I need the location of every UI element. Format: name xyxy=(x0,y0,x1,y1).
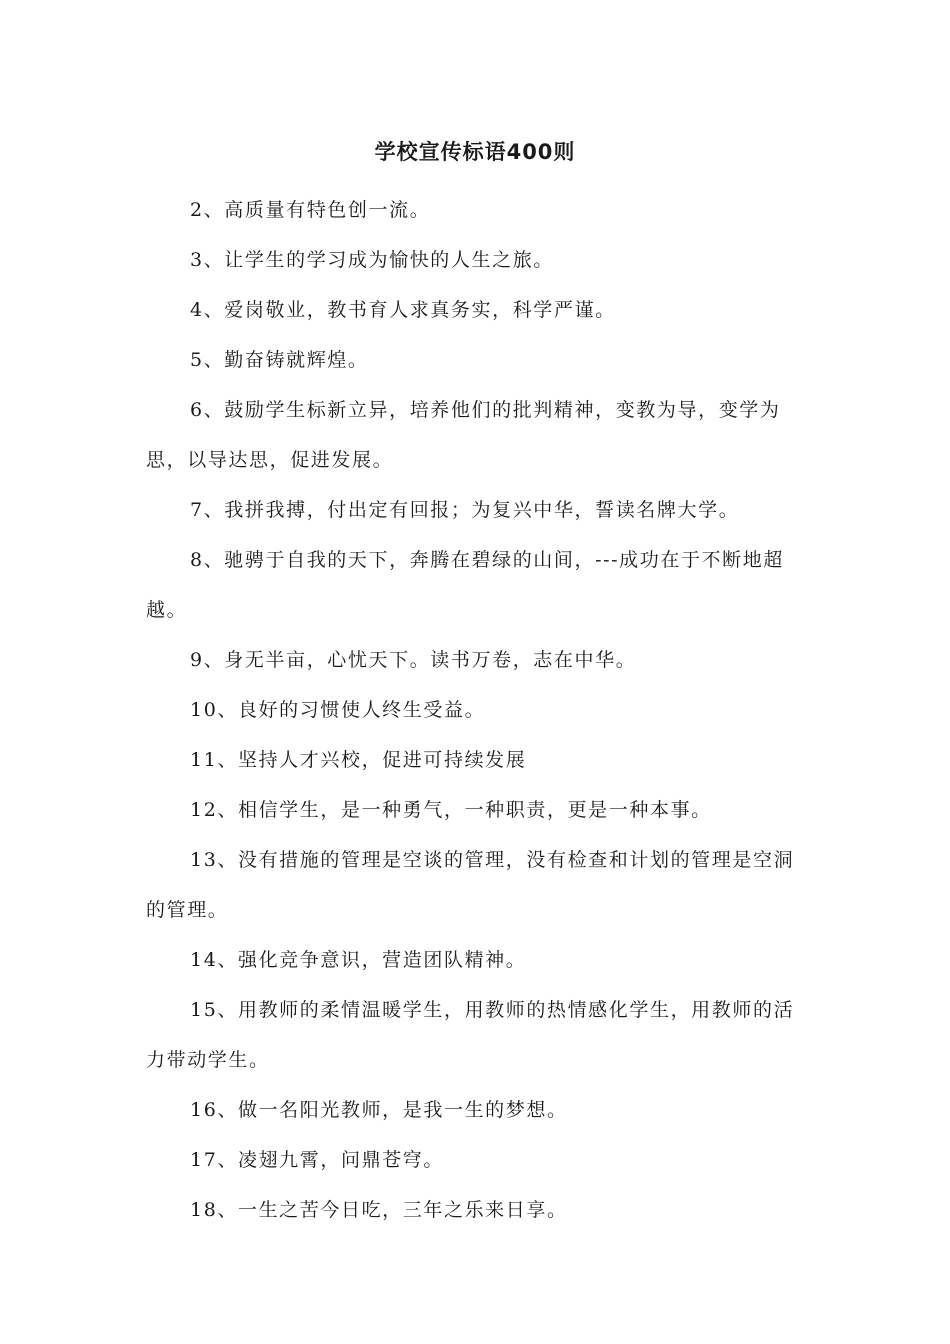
slogan-paragraph: 15、用教师的柔情温暖学生，用教师的热情感化学生，用教师的活力带动学生。 xyxy=(146,999,795,1071)
slogan-paragraph: 4、爱岗敬业，教书育人求真务实，科学严谨。 xyxy=(190,299,616,321)
document-title: 学校宣传标语400则 xyxy=(374,140,576,164)
slogan-paragraph: 10、良好的习惯使人终生受益。 xyxy=(190,699,486,721)
slogan-paragraph: 12、相信学生，是一种勇气，一种职责，更是一种本事。 xyxy=(190,799,712,821)
slogan-paragraph: 11、坚持人才兴校，促进可持续发展 xyxy=(190,749,527,771)
document-body xyxy=(146,185,810,1235)
slogan-paragraph: 3、让学生的学习成为愉快的人生之旅。 xyxy=(190,249,554,271)
slogan-paragraph: 2、高质量有特色创一流。 xyxy=(190,199,431,221)
slogan-paragraph: 7、我拼我搏，付出定有回报；为复兴中华，誓读名牌大学。 xyxy=(190,499,740,521)
slogan-paragraph: 8、驰骋于自我的天下，奔腾在碧绿的山间，---成功在于不断地超越。 xyxy=(146,549,784,621)
slogan-paragraph: 5、勤奋铸就辉煌。 xyxy=(190,349,369,371)
slogan-paragraph: 17、凌翅九霄，问鼎苍穹。 xyxy=(190,1149,444,1171)
slogan-paragraph: 16、做一名阳光教师，是我一生的梦想。 xyxy=(190,1099,568,1121)
slogan-paragraph: 14、强化竞争意识，营造团队精神。 xyxy=(190,949,527,971)
slogan-paragraph: 6、鼓励学生标新立异，培养他们的批判精神，变教为导，变学为思，以导达思，促进发展。 xyxy=(146,399,781,471)
slogan-paragraph: 18、一生之苦今日吃，三年之乐来日享。 xyxy=(190,1199,568,1221)
slogan-paragraph: 13、没有措施的管理是空谈的管理，没有检查和计划的管理是空洞的管理。 xyxy=(146,849,795,921)
slogan-paragraph: 9、身无半亩，心忧天下。读书万卷，志在中华。 xyxy=(190,649,637,671)
